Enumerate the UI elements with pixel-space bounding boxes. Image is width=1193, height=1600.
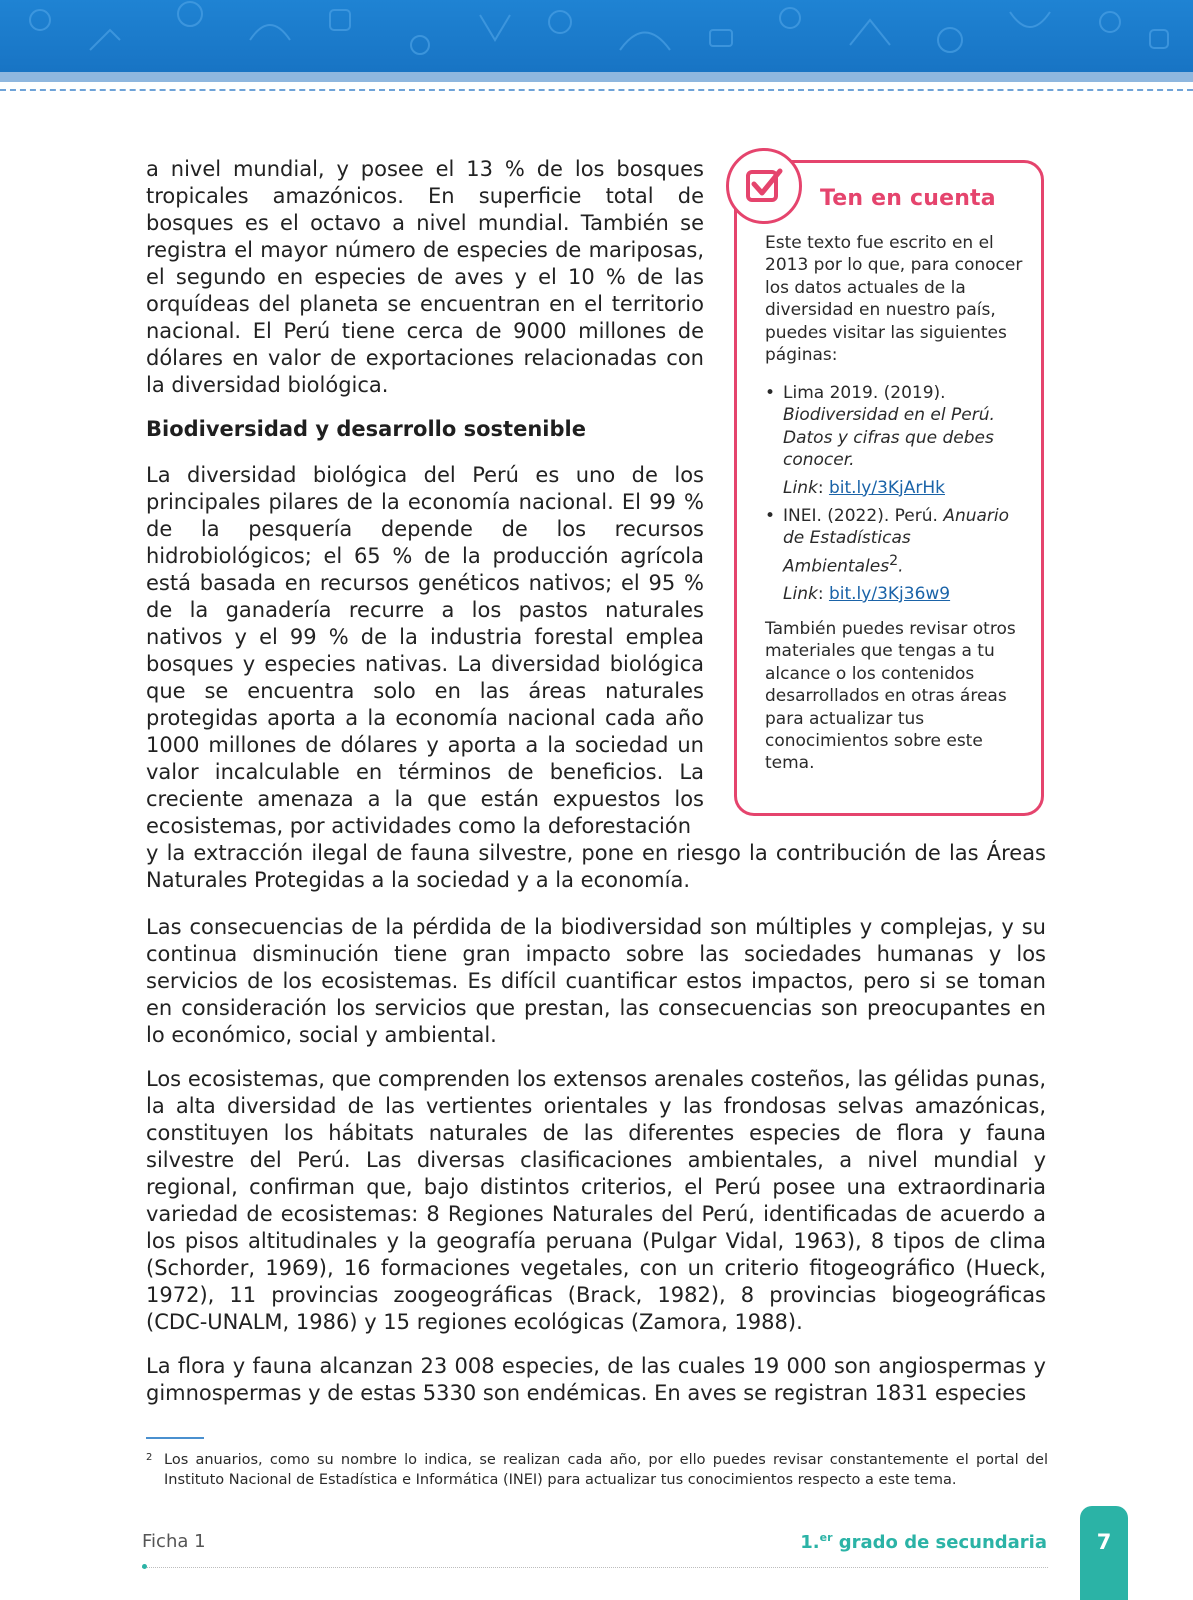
header-dashed-rule: [0, 89, 1193, 91]
reference-item: • INEI. (2022). Perú. Anuario de Estadísticas Ambientales$^2$. Link: bit.ly/3Kj36w9: [765, 505, 1033, 605]
footnote-rule: [146, 1437, 204, 1439]
section-heading: Biodiversidad y desarrollo sostenible: [146, 417, 586, 441]
grade-number: 1.: [800, 1532, 820, 1553]
paragraph-economy-continued: y la extracción ilegal de fauna silvestre, pone en riesgo la contribución de las Áreas Naturales Protegidas a la sociedad y a la economía.: [146, 841, 1046, 892]
paragraph-consequences: Las consecuencias de la pérdida de la biodiversidad son múltiples y complejas, y su continua disminución tiene gran impacto sobre las sociedades humanas y los servicios de los ecosistemas. Es difícil cuantificar estos impactos, pero si se toman en consideración los servicios que prestan, las consecuencias son preocupantes en lo económico, social y ambiental.: [146, 915, 1046, 1047]
grade-ordinal: er: [819, 1531, 833, 1544]
footer-dotted-rule: [142, 1567, 1048, 1568]
reference-author: Lima 2019. (2019).: [783, 383, 946, 403]
link-label: Link: [783, 477, 818, 498]
reference-item: [765, 382, 1033, 499]
footer-grade: [800, 1531, 1047, 1553]
page-number: 7: [1096, 1530, 1112, 1554]
link-label: Link: [783, 583, 818, 604]
reference-author: INEI. (2022). Perú.: [783, 506, 938, 527]
note-outro: También puedes revisar otros materiales que tengas a tu alcance o los contenidos desarrollados en otras áreas para actualizar tus conocimientos sobre este tema.: [765, 619, 1016, 774]
reference-link-line: Link: bit.ly/3Kj36w9: [783, 583, 951, 604]
reference-list: [765, 382, 1033, 611]
paragraph-flora: La flora y fauna alcanzan 23 008 especies, de las cuales 19 000 son angiospermas y gimnospermas y de estas 5330 son endémicas. En aves se registran 1831 especies: [146, 1354, 1046, 1405]
reference-link-line: Link: bit.ly/3KjArHk: [783, 477, 945, 498]
paragraph-intro: a nivel mundial, y posee el 13 % de los bosques tropicales amazónicos. En superficie total de bosques es el octavo a nivel mundial. También se registra el mayor número de especies de mariposas, el segundo en especies de aves y el 10 % de las orquídeas del planeta se encuentran en el territorio nacional. El Perú tiene cerca de 9000 millones de dólares en valor de exportaciones relacionadas con la diversidad biológica.: [146, 157, 704, 397]
reference-title: Biodiversidad en el Perú. Datos y cifras que debes conocer.: [783, 405, 995, 471]
note-intro: Este texto fue escrito en el 2013 por lo que, para conocer los datos actuales de la diversidad en nuestro país, puedes visitar las siguientes páginas:: [765, 233, 1023, 366]
grade-text: grado de secundaria: [832, 1532, 1047, 1553]
checkbox-check-icon: [726, 148, 802, 224]
footnote: [146, 1450, 1048, 1490]
header-banner: [0, 0, 1193, 72]
bullet: •: [765, 383, 776, 403]
doodle-pattern: [0, 0, 1193, 72]
footnote-marker[interactable]: 2: [889, 552, 899, 569]
reference-title: Anuario de Estadísticas Ambientales: [783, 506, 1010, 577]
note-title: Ten en cuenta: [820, 186, 996, 211]
header-stripe: [0, 72, 1193, 82]
reference-link[interactable]: bit.ly/3KjArHk: [828, 477, 945, 498]
footnote-number: 2: [146, 1452, 153, 1463]
paragraph-ecosystems: Los ecosistemas, que comprenden los extensos arenales costeños, las gélidas punas, la alta diversidad de las vertientes orientales y las frondosas selvas amazónicas, constituyen los hábitats naturales de las diferentes especies de flora y fauna silvestre del Perú. Las diversas clasificaciones ambientales, a nivel mundial y regional, confirman que, bajo distintos criterios, el Perú posee una extraordinaria variedad de ecosistemas: 8 Regiones Naturales del Perú, identificadas de acuerdo a los pisos altitudinales y la geografía peruana (Pulgar Vidal, 1963), 8 tipos de clima (Schorder, 1969), 16 formaciones vegetales, con un criterio fitogeográfico (Hueck, 1972), 11 provincias zoogeográficas (Brack, 1982), 8 provincias biogeográficas (CDC-UNALM, 1986) y 15 regiones ecológicas (Zamora, 1988).: [146, 1067, 1046, 1334]
bullet: •: [765, 506, 776, 527]
reference-link[interactable]: bit.ly/3Kj36w9: [828, 583, 951, 604]
footnote-text: Los anuarios, como su nombre lo indica, se realizan cada año, por ello puedes revisar constantemente el portal del Instituto Nacional de Estadística e Informática (INEI) para actualizar tus conocimientos respecto a este tema.: [164, 1452, 1048, 1488]
paragraph-economy: La diversidad biológica del Perú es uno de los principales pilares de la economía nacional. El 99 % de la pesquería depende de los recursos hidrobiológicos; el 65 % de la producción agrícola está basada en recursos genéticos nativos; el 95 % de la ganadería recurre a los pastos naturales nativos y el 99 % de la industria forestal emplea bosques y especies nativas. La diversidad biológica que se encuentra solo en las áreas naturales protegidas aporta a la economía nacional cada año 1000 millones de dólares y aporta a la sociedad un valor incalculable en términos de beneficios. La creciente amenaza a la que están expuestos los ecosistemas, por actividades como la deforestación: [146, 463, 704, 838]
footer-dot: [142, 1564, 147, 1569]
footer-sheet-label: Ficha 1: [142, 1531, 206, 1552]
